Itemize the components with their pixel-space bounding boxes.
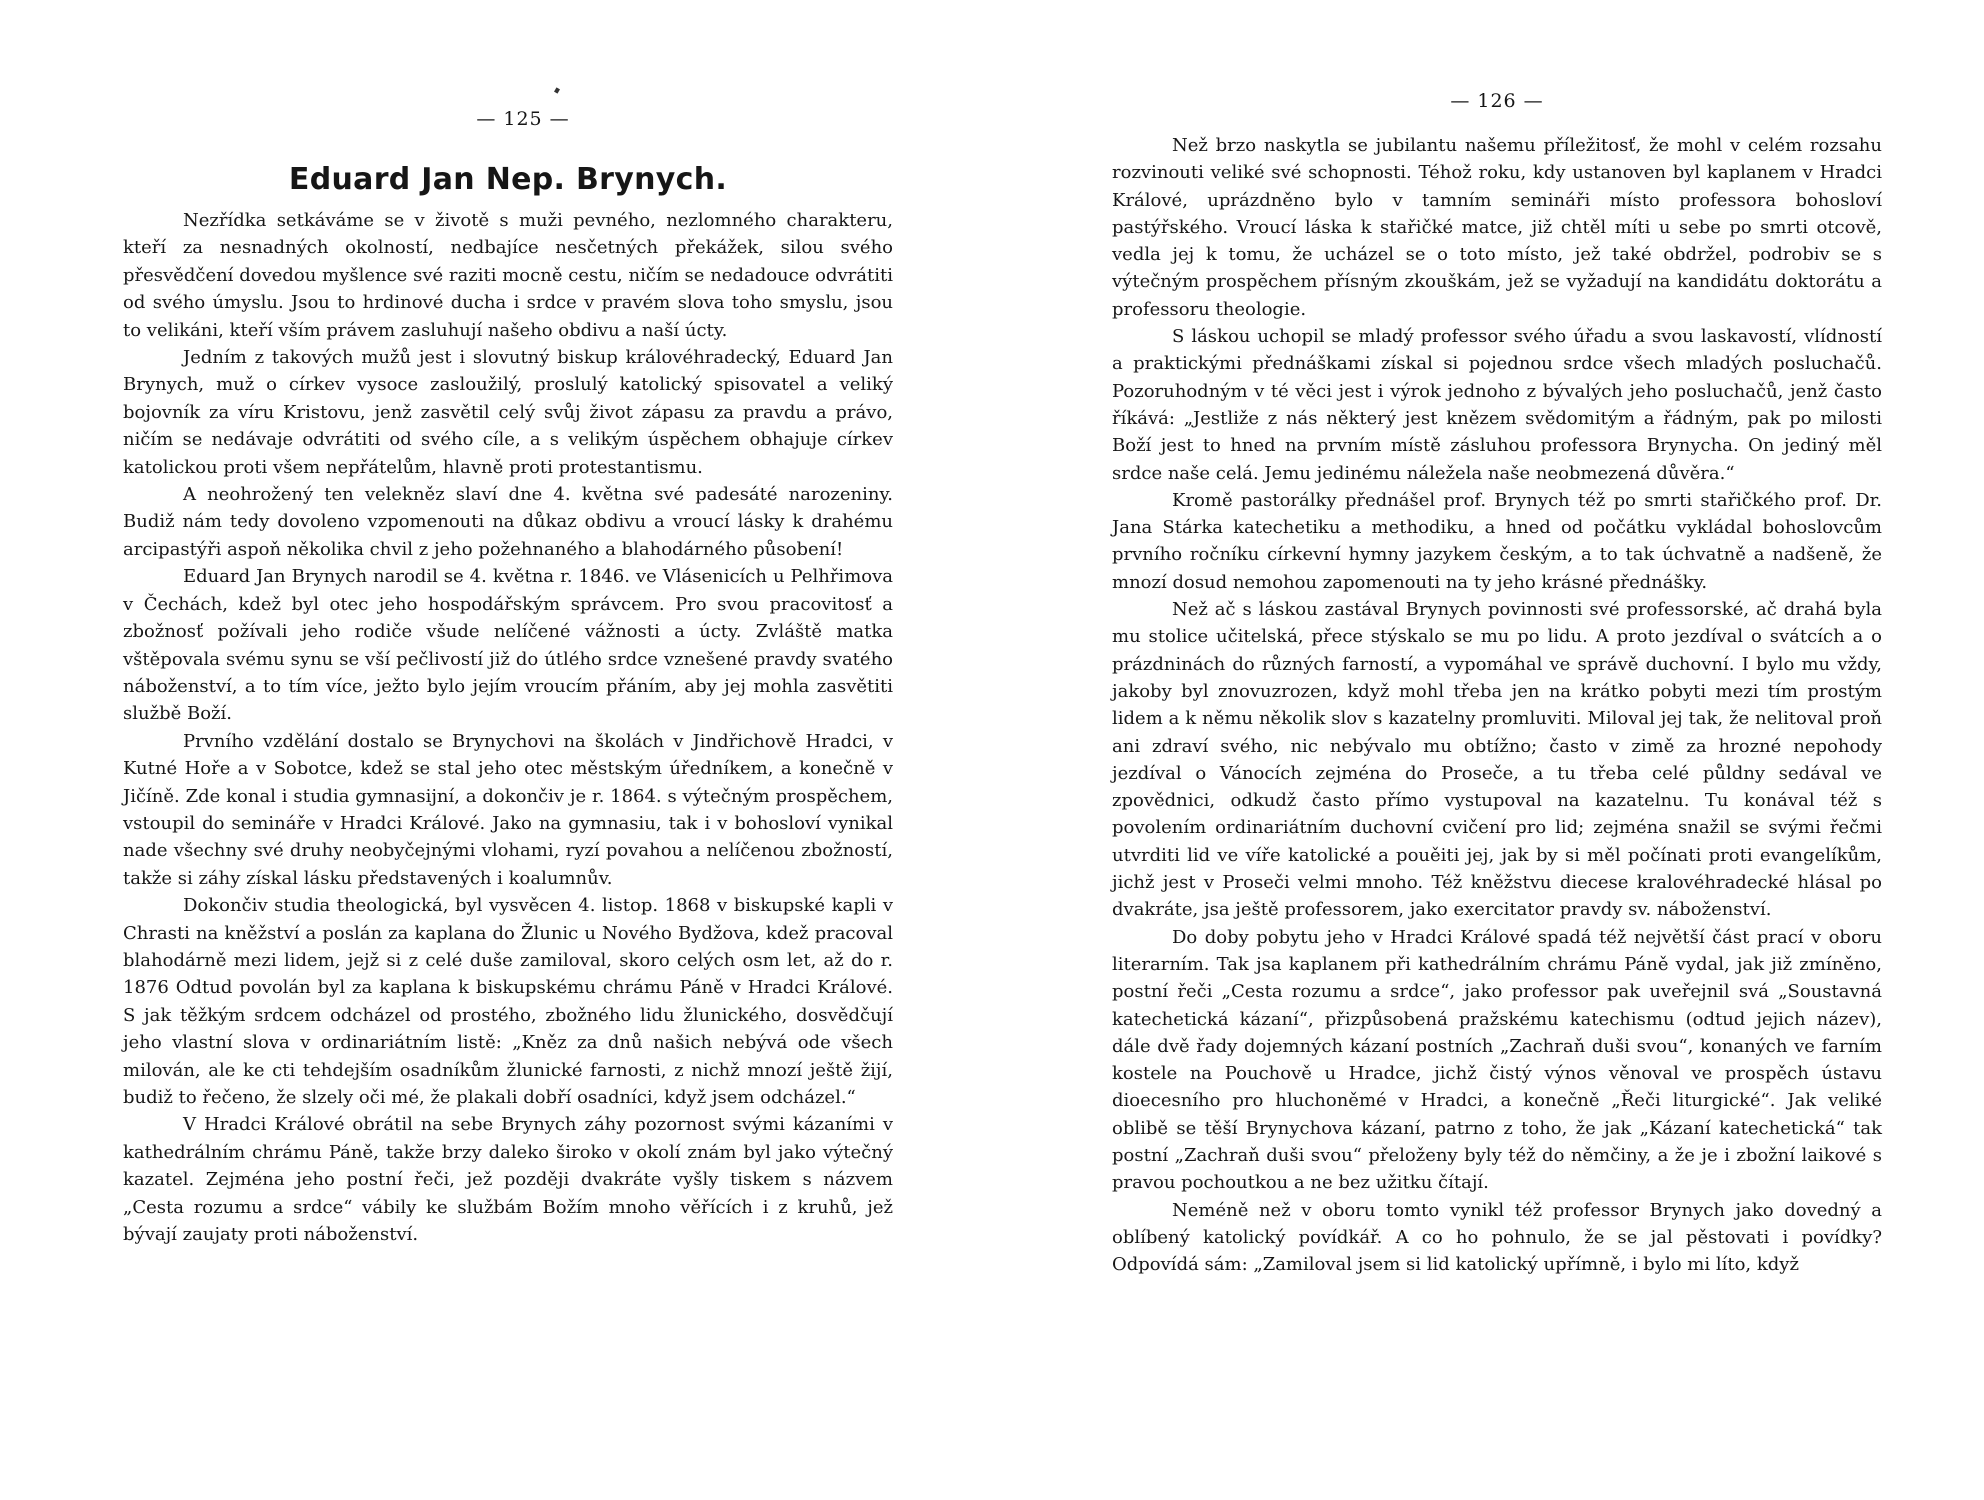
article-title: Eduard Jan Nep. Brynych. xyxy=(288,162,728,197)
left-page xyxy=(123,0,893,1248)
paragraph: Do doby pobytu jeho v Hradci Králové spadá též největší část prací v oboru literarním. Tak jsa kaplanem při kathedrálním chrámu Páně vydal, jak již zmíněno, postní řeči „Cesta rozumu a srdce“, jako professor pak uveřejnil svá „Soustavná katechetická kázaní“, přizpůsobená pražskému katechismu (odtud jejich název), dále dvě řady dojemných kázaní postních „Zachraň duši svou“, konaných ve farním kostele na Pouchově u Hradce, jichž čistý výnos věnoval ve prospěch ústavu dioecesního pro hluchoněmé v Hradci, a konečně „Řeči liturgické“. Jak veliké oblibě se těší Brynychova kázaní, patrno z toho, že jak „Kázaní katechetická“ tak postní „Zachraň duši svou“ přeloženy byly též do němčiny, a že je i zbožní laikové s pravou pochoutkou a ne bez užitku čítají. xyxy=(1112,926,1882,1194)
paragraph: Jedním z takových mužů jest i slovutný biskup královéhradecký, Eduard Jan Brynych, muž o církev vysoce zasloužilý, proslulý katolický spisovatel a veliký bojovník za víru Kristovu, jenž zasvětil celý svůj život zápasu za pravdu a právo, ničím se nedávaje odvrátiti od svého cíle, a s velikým úspěchem obhajuje církev katolickou proti všem nepřátelům, hlavně proti protestantismu. xyxy=(123,347,893,478)
paragraph: Dokončiv studia theologická, byl vysvěcen 4. listop. 1868 v biskupské kapli v Chrasti na kněžství a poslán za kaplana do Žlunic u Nového Bydžova, kdež pracoval blahodárně mezi lidem, jejž si z celé duše zamiloval, skoro celých osm let, až do r. 1876 Odtud povolán byl za kaplana k biskupskému chrámu Páně v Hradci Králové. S jak těžkým srdcem odcházel od prostého, zbožného lidu žlunického, dosvědčují jeho vlastní slova v ordinariátním listě: „Kněz za dnů našich nebývá ode všech milován, ale ke cti tehdejším osadníkům žlunické farnosti, z nichž mnozí ještě žijí, budiž to řečeno, že slzely oči mé, že plakali dobří osadníci, když jsem odcházel.“ xyxy=(123,895,893,1108)
page-number: — 125 — xyxy=(476,108,570,130)
paragraph: Nezřídka setkáváme se v životě s muži pevného, nezlomného charakteru, kteří za nesnadných okolností, nedbajíce nesčetných překážek, silou svého přesvědčení dovedou myšlence své raziti mocně cestu, ničím se nedadouce odvrátiti od svého úmyslu. Jsou to hrdinové ducha i srdce v pravém slova toho smyslu, jsou to velikáni, kteří vším právem zasluhují našeho obdivu a naší úcty. xyxy=(123,210,893,341)
paragraph: V Hradci Králové obrátil na sebe Brynych záhy pozornost svými kázaními v kathedrálním chrámu Páně, takže brzy daleko široko v okolí znám byl jako výtečný kazatel. Zejména jeho postní řeči, jež později dvakráte vyšly tiskem s názvem „Cesta rozumu a srdce“ vábily ke službám Božím mnoho věřících i z kruhů, jež bývají zaujaty proti náboženství. xyxy=(123,1114,893,1246)
right-page xyxy=(1112,0,1882,1278)
ink-speck xyxy=(554,87,560,93)
paragraph: Kromě pastorálky přednášel prof. Brynych též po smrti stařičkého prof. Dr. Jana Stárka katechetiku a methodiku, a hned od počátku vykládal bohoslovcům prvního ročníku církevní hymny jazykem českým, a to tak úchvatně a nadšeně, že mnozí dosud nemohou zapomenouti na ty jeho krásné přednášky. xyxy=(1112,489,1882,593)
paragraph: Eduard Jan Brynych narodil se 4. května r. 1846. ve Vlásenicích u Pelhřimova v Čechách, kdež byl otec jeho hospodářským správcem. Pro svou pracovitosť a zbožnosť požívali jeho rodiče všude nelíčené vážnosti a úcty. Zvláště matka vštěpovala svému synu se vší pečlivostí již do útlého srdce vznešené pravdy svatého náboženství, a to tím více, ježto bylo jejím vroucím přáním, aby jej mohla zasvětiti službě Boží. xyxy=(123,566,893,725)
paragraph: Než ač s láskou zastával Brynych povinnosti své professorské, ač drahá byla mu stolice učitelská, přece stýskalo se mu po lidu. A proto jezdíval o svátcích a o prázdninách do různých farností, a vypomáhal ve správě duchovní. I bylo mu vždy, jakoby byl znovuzrozen, když mohl třeba jen na krátko pobyti mezi tím prostým lidem a k němu několik slov s kazatelny promluviti. Miloval jej tak, že nelitoval proň ani zdraví svého, nic nebývalo mu obtížno; často v zimě za hrozné nepohody jezdíval o Vánocích zejména do Proseče, a tu třeba celé půldny sedával ve zpovědnici, odkudž často přímo vystupoval na kazatelnu. Tu konával též s povolením ordinariátním duchovní cvičení pro lid; zejména snažil se svými řečmi utvrditi lid ve víře katolické a pouěiti jej, jak by si měl počínati proti evangelíkům, jichž jest v Proseči velmi mnoho. Též kněžstvu diecese kralovéhradecké hlásal po dvakráte, jsa ještě professorem, jako exercitator pravdy sv. náboženství. xyxy=(1112,599,1882,921)
paragraph: A neohrožený ten velekněz slaví dne 4. května své padesáté narozeniny. Budiž nám tedy dovoleno vzpomenouti na důkaz obdivu a vroucí lásky k drahému arcipastýři aspoň několika chvil z jeho požehnaného a blahodárného působení! xyxy=(123,484,893,560)
page-number: — 126 — xyxy=(1450,90,1544,112)
spacer xyxy=(1112,120,1882,132)
paragraph: Než brzo naskytla se jubilantu našemu příležitosť, že mohl v celém rozsahu rozvinouti veliké své schopnosti. Téhož roku, kdy ustanoven byl kaplanem v Hradci Králové, uprázdněno bylo v tamním semináři místo professora bohosloví pastýřského. Vroucí láska k stařičké matce, již chtěl míti u sebe po smrti otcově, vedla jej k tomu, že ucházel se o toto místo, jež také obdržel, podrobiv se s výtečným prospěchem přísným zkouškám, jež se vyžadují na kandidátu doktorátu a professoru theologie. xyxy=(1112,135,1882,320)
paragraph: Neméně než v oboru tomto vynikl též professor Brynych jako dovedný a oblíbený katolický povídkář. A co ho pohnulo, že se jal pěstovati i povídky? Odpovídá sám: „Zamiloval jsem si lid katolický upřímně, i bylo mi líto, když xyxy=(1112,1199,1882,1276)
paragraph: Prvního vzdělání dostalo se Brynychovi na školách v Jindřichově Hradci, v Kutné Hoře a v Sobotce, kdež se stal jeho otec městským úředníkem, a konečně v Jičíně. Zde konal i studia gymnasijní, a dokončiv je r. 1864. s výtečným prospěchem, vstoupil do semináře v Hradci Králové. Jako na gymnasiu, tak i v bohosloví vynikal nade všechny své druhy neobyčejnými vlohami, ryzí povahou a nelíčenou zbožností, takže si záhy získal lásku představených i koalumnův. xyxy=(123,730,893,889)
paragraph: S láskou uchopil se mladý professor svého úřadu a svou laskavostí, vlídností a praktickými přednáškami získal si pojednou srdce všech mladých posluchačů. Pozoruhodným v té věci jest i výrok jednoho z bývalých jeho posluchačů, jenž často říkává: „Jestliže z nás některý jest knězem svědomitým a řádným, pak po milosti Boží jest to hned na prvním místě zásluhou professora Brynycha. On jediný měl srdce naše celá. Jemu jedinému náležela naše neobmezená důvěra.“ xyxy=(1112,326,1882,484)
